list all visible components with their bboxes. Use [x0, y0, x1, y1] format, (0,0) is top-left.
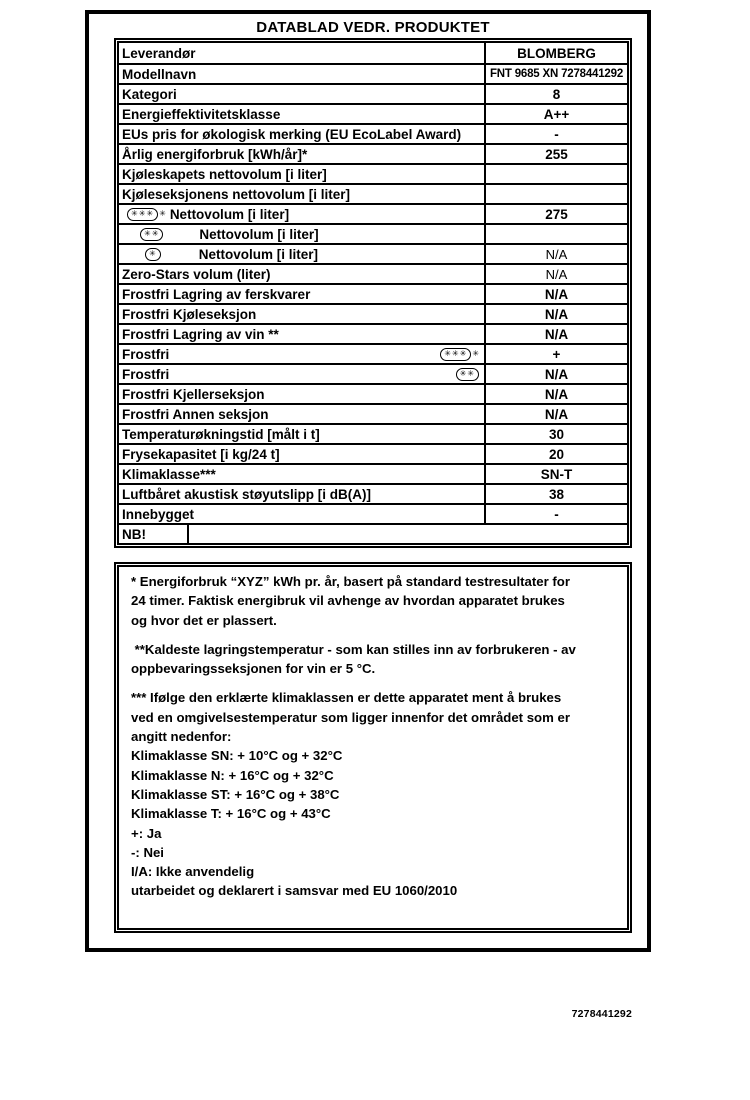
table-row	[119, 303, 627, 323]
row-value: -	[554, 126, 559, 142]
table-row-nb	[119, 523, 627, 543]
freezer-star-rating-icon	[127, 208, 166, 221]
row-value: 38	[548, 486, 565, 502]
row-label: NB!	[119, 525, 189, 543]
note-line: Klimaklasse T: + 16°C og + 43°C	[131, 806, 331, 822]
star-outside-icon: ✳	[159, 209, 166, 218]
row-label: EUs pris for økologisk merking (EU EcoLabel Award)	[119, 125, 486, 143]
table-row	[119, 103, 627, 123]
row-label: Frostfri Annen seksjon	[119, 405, 486, 423]
table-row	[119, 223, 627, 243]
row-value: -	[554, 506, 559, 522]
table-row	[119, 203, 627, 223]
row-value: N/A	[544, 406, 569, 422]
star-pill-icon: ✳✳✳	[440, 348, 471, 361]
row-value	[486, 185, 627, 203]
row-value: N/A	[544, 306, 569, 322]
row-label: Innebygget	[119, 505, 486, 523]
row-label: Frysekapasitet [i kg/24 t]	[119, 445, 486, 463]
row-label: Zero-Stars volum (liter)	[119, 265, 486, 283]
star-outside-icon: ✳	[472, 349, 479, 358]
table-row	[119, 183, 627, 203]
row-value: 275	[545, 206, 568, 222]
freezer-star-rating-icon	[440, 348, 479, 361]
note-line: **Kaldeste lagringstemperatur - som kan stilles inn av forbrukeren - av	[131, 641, 576, 657]
table-row	[119, 263, 627, 283]
note-line: utarbeidet og deklarert i samsvar med EU 1060/2010	[131, 883, 458, 899]
note-line: * Energiforbruk “XYZ” kWh pr. år, basert på standard testresultater for	[131, 574, 570, 589]
table-row	[119, 503, 627, 523]
row-label: Modellnavn	[119, 65, 486, 83]
row-label: Kjøleseksjonens nettovolum [i liter]	[119, 185, 486, 203]
table-row	[119, 463, 627, 483]
table-row	[119, 43, 627, 63]
row-value: A++	[543, 106, 570, 122]
table-row	[119, 123, 627, 143]
row-value: +	[552, 346, 561, 362]
table-row	[119, 443, 627, 463]
note-line: -: Nei	[131, 844, 164, 860]
row-value	[486, 165, 627, 183]
table-row	[119, 403, 627, 423]
note-line: angitt nedenfor:	[131, 729, 232, 745]
row-label: Kjøleskapets nettovolum [i liter]	[119, 165, 486, 183]
row-label	[119, 365, 486, 383]
star-pill-icon: ✳✳	[456, 368, 479, 381]
row-value: N/A	[545, 266, 568, 282]
table-row	[119, 363, 627, 383]
note-line: Klimaklasse SN: + 10°C og + 32°C	[131, 748, 343, 764]
note-paragraph	[131, 572, 627, 630]
freezer-star-rating-icon	[456, 368, 479, 381]
row-value: 20	[548, 446, 565, 462]
nb-empty-cell	[189, 525, 627, 543]
table-row	[119, 483, 627, 503]
freezer-star-rating-icon	[145, 248, 161, 261]
row-label-text: Nettovolum [i liter]	[169, 206, 290, 222]
row-label: Leverandør	[119, 43, 486, 63]
row-label-text: Nettovolum [i liter]	[198, 246, 318, 262]
table-row	[119, 323, 627, 343]
freezer-star-rating-icon	[140, 228, 163, 241]
table-row	[119, 143, 627, 163]
row-label: Frostfri Lagring av vin **	[119, 325, 486, 343]
row-label: Klimaklasse***	[119, 465, 486, 483]
row-label: Frostfri Lagring av ferskvarer	[119, 285, 486, 303]
row-value: 255	[545, 146, 568, 162]
row-label: Årlig energiforbruk [kWh/år]*	[119, 145, 486, 163]
table-row	[119, 63, 627, 83]
note-line: Klimaklasse N: + 16°C og + 32°C	[131, 767, 334, 783]
note-line: *** Ifølge den erklærte klimaklassen er dette apparatet ment å brukes	[131, 690, 562, 706]
row-label: Frostfri Kjøleseksjon	[119, 305, 486, 323]
table-row	[119, 343, 627, 363]
row-label: Kategori	[119, 85, 486, 103]
note-paragraph	[131, 688, 627, 900]
row-label-text: Frostfri	[122, 346, 170, 362]
row-label: Frostfri Kjellerseksjon	[119, 385, 486, 403]
table-row	[119, 283, 627, 303]
note-line: I/A: Ikke anvendelig	[131, 864, 255, 880]
note-line: oppbevaringsseksjonen for vin er 5 °C.	[131, 661, 376, 677]
row-label-text: Frostfri	[122, 366, 170, 382]
star-pill-icon: ✳	[145, 248, 161, 261]
page-number: 7278441292	[571, 1008, 632, 1020]
table-row	[119, 83, 627, 103]
table-row	[119, 383, 627, 403]
row-value: N/A	[545, 246, 568, 262]
row-value: N/A	[544, 366, 569, 382]
table-row	[119, 163, 627, 183]
row-label: Luftbåret akustisk støyutslipp [i dB(A)]	[119, 485, 486, 503]
row-label: Energieffektivitetsklasse	[119, 105, 486, 123]
row-value: N/A	[544, 386, 569, 402]
row-label	[119, 205, 486, 223]
table-row	[119, 423, 627, 443]
row-value: 30	[548, 426, 565, 442]
row-value: SN-T	[540, 466, 573, 482]
row-label: Temperaturøkningstid [målt i t]	[119, 425, 486, 443]
row-value: N/A	[544, 286, 569, 302]
table-row	[119, 243, 627, 263]
row-value: FNT 9685 XN 7278441292	[489, 68, 624, 80]
page-title: DATABLAD VEDR. PRODUKTET	[256, 19, 490, 36]
row-label	[119, 345, 486, 363]
note-line: ved en omgivelsestemperatur som ligger innenfor det området som er	[131, 709, 570, 725]
note-line: +: Ja	[131, 825, 162, 841]
note-paragraph	[131, 640, 627, 679]
product-table	[114, 38, 632, 548]
note-line: Klimaklasse ST: + 16°C og + 38°C	[131, 786, 340, 802]
row-value	[486, 225, 627, 243]
star-pill-icon: ✳✳✳	[127, 208, 158, 221]
footnotes	[114, 562, 632, 933]
row-label-text: Nettovolum [i liter]	[199, 226, 319, 242]
row-value: BLOMBERG	[517, 45, 596, 61]
note-line: 24 timer. Faktisk energibruk vil avhenge av hvordan apparatet brukes	[131, 593, 565, 609]
star-pill-icon: ✳✳	[140, 228, 163, 241]
row-label	[119, 245, 486, 263]
note-line: og hvor det er plassert.	[131, 612, 277, 628]
row-value: N/A	[544, 326, 569, 342]
row-label	[119, 225, 486, 243]
row-value: 8	[552, 86, 561, 102]
